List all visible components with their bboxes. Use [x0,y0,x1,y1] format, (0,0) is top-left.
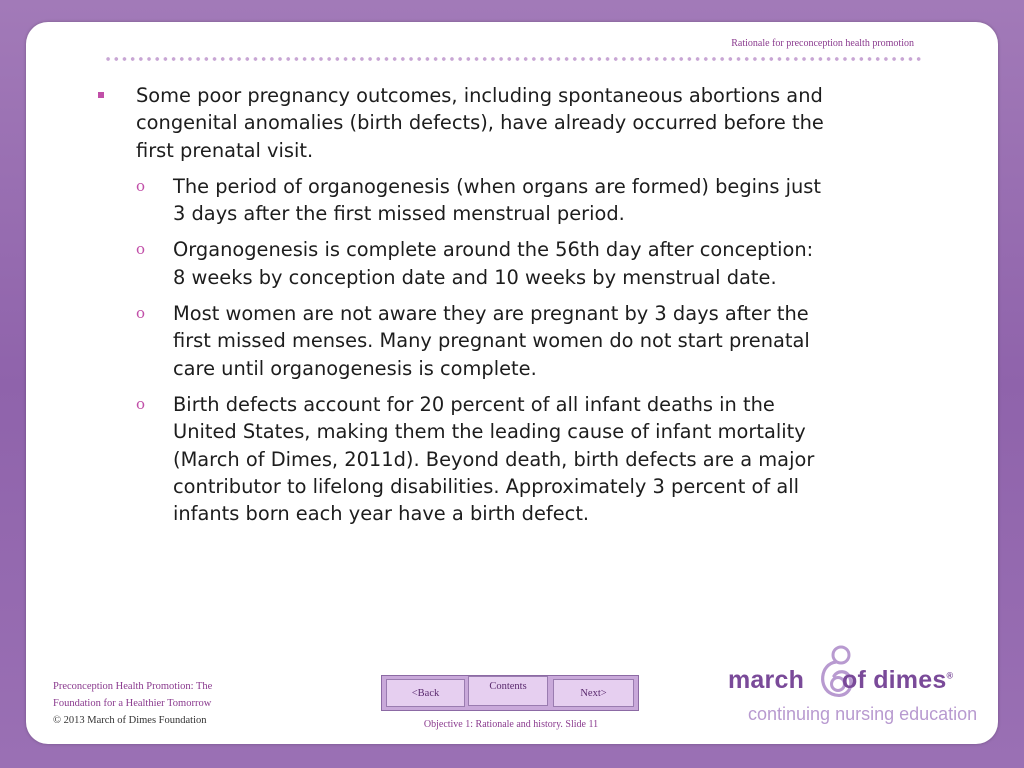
sub-bullet-4 [98,391,828,527]
main-bullet [98,82,828,164]
main-bullet-text: Some poor pregnancy outcomes, including spontaneous abortions and congenital anomalies (birth defects), have already occurred before the first prenatal visit. [136,84,824,162]
logo-wordmark [728,666,953,695]
square-bullet-icon [98,92,104,98]
circle-bullet-icon: o [136,394,146,413]
course-footer [53,678,243,729]
next-button[interactable]: Next> [553,679,634,707]
back-button[interactable]: <Back [386,679,465,707]
sub-bullet-text: The period of organogenesis (when organs are formed) begins just 3 days after the first missed menstrual period. [173,174,821,226]
circle-bullet-icon: o [136,304,146,323]
contents-button[interactable]: Contents [468,676,548,706]
logo-word-of-dimes: of dimes [842,666,947,694]
march-of-dimes-logo [726,642,986,732]
slide-navigation [381,675,639,711]
logo-subtitle: continuing nursing education [748,704,978,724]
course-title-line1: Preconception Health Promotion: The [53,681,213,692]
slide-number-label: Objective 1: Rationale and history. Slide 11 [423,719,599,730]
course-title-line2: Foundation for a Healthier Tomorrow [53,698,212,709]
circle-bullet-icon: o [136,240,146,259]
slide-header-title: Rationale for preconception health promotion [731,38,914,49]
sub-bullet-2 [98,236,828,291]
sub-bullet-3 [98,300,828,382]
sub-bullet-text: Birth defects account for 20 percent of all infant deaths in the United States, making them the leading cause of infant mortality (March of Dimes, 2011d). Beyond death, birth defects are a major contributor to lifelong disabilities. Approximately 3 percent of all infants born each year have a birth defect. [173,392,815,526]
logo-word-march: march [728,666,805,694]
slide-card [26,22,998,744]
sub-bullet-1 [98,173,828,228]
registered-mark: ® [946,670,954,681]
circle-bullet-icon: o [136,176,146,195]
dotted-divider [104,56,924,62]
sub-bullet-text: Most women are not aware they are pregnant by 3 days after the first missed menses. Many pregnant women do not start prenatal care until organogenesis is complete. [173,302,810,380]
slide-content [98,82,828,527]
copyright-text: © 2013 March of Dimes Foundation [53,715,207,726]
sub-bullet-text: Organogenesis is complete around the 56th day after conception: 8 weeks by conception date and 10 weeks by menstrual date. [173,238,814,289]
